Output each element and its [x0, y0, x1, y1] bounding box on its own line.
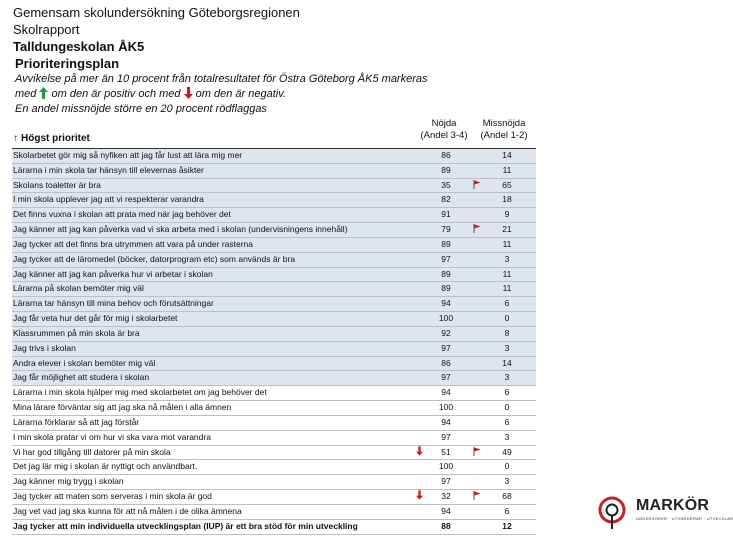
row-statement: Jag känner att jag kan påverka vad vi ska arbeta med i skolan (undervisningens innehåll)	[13, 224, 348, 235]
col-header-dissatisfied-range: (Andel 1-2)	[480, 130, 528, 141]
row-dissatisfied-value: 6	[504, 416, 510, 427]
priority-label-text: Högst prioritet	[21, 133, 90, 144]
row-flag-empty	[467, 460, 487, 474]
row-statement: Jag känner att jag kan påverka hur vi arbetar i skolan	[13, 268, 213, 279]
table-row	[12, 416, 536, 431]
row-statement: Andra elever i skolan bemöter mig väl	[13, 357, 156, 368]
row-flag-empty	[467, 371, 487, 385]
row-satisfied-value: 97	[441, 431, 451, 442]
row-statement: Jag vet vad jag ska kunna för att nå målen i de olika ämnena	[13, 505, 242, 516]
row-flag-empty	[467, 312, 487, 326]
report-type: Skolrapport	[13, 22, 80, 37]
row-flag-empty	[467, 401, 487, 415]
table-row	[12, 282, 536, 297]
row-statement: Det jag lär mig i skolan är nyttigt och användbart.	[13, 461, 198, 472]
row-flag-empty	[467, 327, 487, 341]
row-flag-empty	[467, 520, 487, 534]
row-statement: Mina lärare förväntar sig att jag ska nå målen i alla ämnen	[13, 402, 232, 413]
row-statement: Vi har god tillgång till datorer på min skola	[13, 446, 171, 457]
up-arrow-icon: ↑	[13, 133, 18, 144]
row-dissatisfied-value: 3	[504, 476, 510, 487]
row-dissatisfied-value: 3	[504, 342, 510, 353]
col-header-dissatisfied-title: Missnöjda	[482, 118, 526, 129]
row-satisfied-value: 94	[441, 416, 451, 427]
row-statement: Jag får möjlighet att studera i skolan	[13, 372, 150, 383]
row-statement: Lärarna i min skola tar hänsyn till elevernas åsikter	[13, 164, 204, 175]
section-title: Prioriteringsplan	[15, 56, 120, 71]
row-satisfied-value: 86	[441, 150, 451, 160]
table-row	[12, 431, 536, 446]
row-indicator-empty	[413, 475, 425, 489]
row-satisfied-value: 94	[441, 505, 451, 516]
row-flag-empty	[467, 282, 487, 296]
priority-label	[13, 133, 90, 144]
row-dissatisfied-value: 12	[502, 520, 512, 531]
row-statement: Lärarna på skolan bemöter mig väl	[13, 283, 144, 294]
row-satisfied-value: 32	[441, 491, 451, 502]
col-header-satisfied-range: (Andel 3-4)	[420, 130, 468, 141]
table-row	[12, 475, 536, 490]
row-satisfied-value: 82	[441, 194, 451, 205]
table-row	[12, 208, 536, 223]
row-satisfied-value: 79	[441, 224, 451, 235]
table-row	[12, 460, 536, 475]
red-down-arrow-icon	[413, 490, 425, 504]
row-indicator-empty	[413, 416, 425, 430]
school-name: Talldungeskolan ÅK5	[13, 39, 145, 54]
red-down-arrow-icon	[184, 87, 193, 99]
row-statement: Jag tycker att maten som serveras i min skola är god	[13, 491, 212, 502]
row-dissatisfied-value: 68	[502, 491, 512, 502]
table-row	[12, 327, 536, 342]
note-line-2	[15, 87, 286, 101]
row-dissatisfied-value: 9	[504, 209, 510, 220]
row-statement: Lärarna i min skola hjälper mig med skolarbetet om jag behöver det	[13, 387, 267, 398]
table-row	[12, 312, 536, 327]
row-dissatisfied-value: 3	[504, 372, 510, 383]
table-row	[12, 520, 536, 535]
row-dissatisfied-value: 6	[504, 505, 510, 516]
row-indicator-empty	[413, 505, 425, 519]
table-row	[12, 446, 536, 461]
red-down-arrow-icon	[413, 446, 425, 460]
row-dissatisfied-value: 65	[502, 179, 512, 190]
row-statement: I min skola pratar vi om hur vi ska vara mot varandra	[13, 431, 211, 442]
table-row	[12, 371, 536, 386]
row-statement: Jag känner mig trygg i skolan	[13, 476, 124, 487]
row-flag-empty	[467, 297, 487, 311]
row-statement: Jag trivs i skolan	[13, 342, 76, 353]
row-indicator-empty	[413, 357, 425, 371]
row-dissatisfied-value: 21	[502, 224, 512, 235]
row-satisfied-value: 100	[438, 313, 454, 324]
red-flag-icon	[467, 179, 487, 193]
survey-title: Gemensam skolundersökning Göteborgsregionen	[13, 5, 300, 20]
row-dissatisfied-value: 0	[504, 313, 510, 324]
table-row	[12, 164, 536, 179]
row-flag-empty	[467, 164, 487, 178]
row-satisfied-value: 97	[441, 476, 451, 487]
row-dissatisfied-value: 6	[504, 387, 510, 398]
note-line-1: Avvikelse på mer än 10 procent från totalresultatet för Östra Göteborg ÅK5 markeras	[15, 73, 428, 85]
row-statement: Jag tycker att det finns bra utrymmen att vara på under rasterna	[13, 238, 254, 249]
row-indicator-empty	[413, 386, 425, 400]
row-indicator-empty	[413, 342, 425, 356]
row-satisfied-value: 97	[441, 342, 451, 353]
table-row	[12, 179, 536, 194]
row-flag-empty	[467, 416, 487, 430]
row-statement: I min skola upplever jag att vi respekterar varandra	[13, 194, 204, 205]
row-dissatisfied-value: 18	[502, 194, 512, 205]
note-line-2-b: om den är positiv och med	[51, 88, 181, 100]
row-indicator-empty	[413, 223, 425, 237]
row-satisfied-value: 89	[441, 283, 451, 294]
table-row	[12, 386, 536, 401]
green-up-arrow-icon	[39, 87, 48, 99]
row-satisfied-value: 51	[441, 446, 451, 457]
row-indicator-empty	[413, 312, 425, 326]
row-indicator-empty	[413, 297, 425, 311]
row-indicator-empty	[413, 208, 425, 222]
red-flag-icon	[467, 490, 487, 504]
row-dissatisfied-value: 0	[504, 402, 510, 413]
row-satisfied-value: 97	[441, 253, 451, 264]
row-statement: Jag får veta hur det går för mig i skolarbetet	[13, 313, 178, 324]
row-indicator-empty	[413, 282, 425, 296]
row-flag-empty	[467, 193, 487, 207]
table-row	[12, 297, 536, 312]
row-satisfied-value: 35	[441, 179, 451, 190]
row-statement: Jag tycker att min individuella utvecklingsplan (IUP) är ett bra stöd för min utveckling	[13, 520, 358, 531]
row-dissatisfied-value: 6	[504, 298, 510, 309]
row-flag-empty	[467, 253, 487, 267]
row-indicator-empty	[413, 268, 425, 282]
row-statement: Lärarna tar hänsyn till mina behov och förutsättningar	[13, 298, 214, 309]
table-row	[12, 238, 536, 253]
row-statement: Skolarbetet gör mig så nyfiken att jag får lust att lära mig mer	[13, 150, 243, 160]
row-flag-empty	[467, 268, 487, 282]
priority-table	[12, 148, 536, 535]
logo-wordmark: MARKÖR	[636, 497, 710, 514]
red-flag-icon	[467, 446, 487, 460]
row-statement: Lärarna förklarar så att jag förstår	[13, 416, 140, 427]
row-dissatisfied-value: 3	[504, 431, 510, 442]
row-satisfied-value: 88	[441, 520, 451, 531]
row-dissatisfied-value: 49	[502, 446, 512, 457]
col-header-satisfied	[414, 118, 474, 142]
row-indicator-empty	[413, 520, 425, 534]
row-statement: Skolans toaletter är bra	[13, 179, 101, 190]
table-row	[12, 149, 536, 164]
row-satisfied-value: 97	[441, 372, 451, 383]
row-dissatisfied-value: 11	[502, 283, 512, 294]
row-satisfied-value: 89	[441, 238, 451, 249]
row-indicator-empty	[413, 371, 425, 385]
row-flag-empty	[467, 475, 487, 489]
row-indicator-empty	[413, 179, 425, 193]
row-dissatisfied-value: 3	[504, 253, 510, 264]
red-flag-icon	[467, 223, 487, 237]
markor-logo-icon	[596, 495, 632, 531]
row-flag-empty	[467, 208, 487, 222]
row-satisfied-value: 100	[438, 461, 454, 472]
row-indicator-empty	[413, 327, 425, 341]
row-flag-empty	[467, 386, 487, 400]
row-dissatisfied-value: 14	[502, 150, 512, 160]
row-dissatisfied-value: 8	[504, 327, 510, 338]
row-flag-empty	[467, 342, 487, 356]
row-flag-empty	[467, 238, 487, 252]
row-satisfied-value: 94	[441, 298, 451, 309]
table-row	[12, 342, 536, 357]
row-satisfied-value: 94	[441, 387, 451, 398]
row-statement: Klassrummen på min skola är bra	[13, 327, 140, 338]
table-row	[12, 490, 536, 505]
note-line-3: En andel missnöjde större en 20 procent rödflaggas	[15, 103, 267, 115]
table-row	[12, 401, 536, 416]
col-header-dissatisfied	[474, 118, 534, 142]
table-row	[12, 505, 536, 520]
table-row	[12, 253, 536, 268]
row-flag-empty	[467, 149, 487, 163]
note-line-2-c: om den är negativ.	[195, 88, 286, 100]
row-indicator-empty	[413, 238, 425, 252]
table-row	[12, 268, 536, 283]
row-dissatisfied-value: 11	[502, 164, 512, 175]
row-flag-empty	[467, 357, 487, 371]
row-indicator-empty	[413, 431, 425, 445]
row-satisfied-value: 92	[441, 327, 451, 338]
table-row	[12, 357, 536, 372]
row-flag-empty	[467, 505, 487, 519]
row-dissatisfied-value: 11	[502, 238, 512, 249]
row-indicator-empty	[413, 149, 425, 163]
row-dissatisfied-value: 11	[502, 268, 512, 279]
row-satisfied-value: 89	[441, 164, 451, 175]
table-row	[12, 223, 536, 238]
row-indicator-empty	[413, 164, 425, 178]
row-dissatisfied-value: 0	[504, 461, 510, 472]
row-flag-empty	[467, 431, 487, 445]
row-dissatisfied-value: 14	[502, 357, 512, 368]
col-header-satisfied-title: Nöjda	[431, 118, 457, 129]
logo-tagline: UNDERSÖKER · UTVÄRDERAR · UTVECKLAR	[636, 516, 733, 521]
row-indicator-empty	[413, 253, 425, 267]
row-indicator-empty	[413, 193, 425, 207]
table-row	[12, 193, 536, 208]
note-line-2-a: med	[15, 88, 37, 100]
row-indicator-empty	[413, 460, 425, 474]
row-satisfied-value: 91	[441, 209, 451, 220]
row-statement: Det finns vuxna i skolan att prata med när jag behöver det	[13, 209, 231, 220]
row-indicator-empty	[413, 401, 425, 415]
row-statement: Jag tycker att de läromedel (böcker, datorprogram etc) som används är bra	[13, 253, 296, 264]
row-satisfied-value: 86	[441, 357, 451, 368]
row-satisfied-value: 100	[438, 402, 454, 413]
row-satisfied-value: 89	[441, 268, 451, 279]
